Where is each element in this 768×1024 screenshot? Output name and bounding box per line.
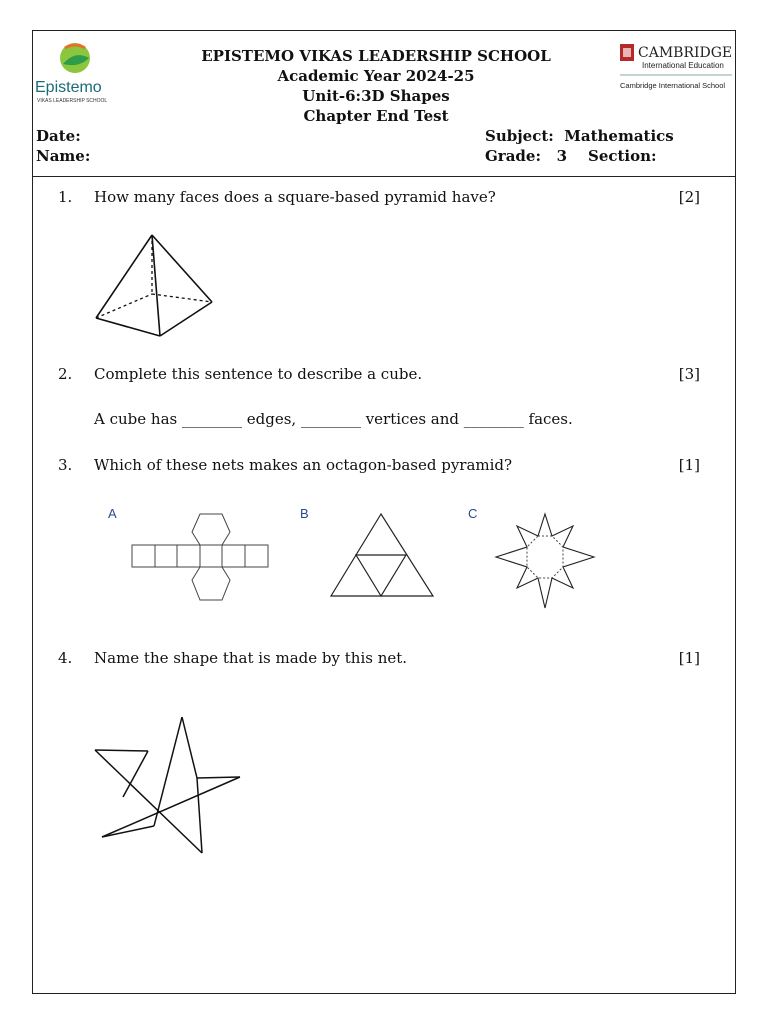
net-option-b: [294, 500, 444, 610]
subject-label: Subject: Mathematics: [485, 127, 674, 145]
question-2-number: 2.: [58, 365, 73, 383]
question-3-number: 3.: [58, 456, 73, 474]
option-b-label: B: [300, 506, 309, 521]
date-label: Date:: [36, 127, 81, 145]
header-divider: [32, 176, 736, 177]
pentagon-pyramid-net: [90, 710, 250, 860]
option-c-label: C: [468, 506, 478, 521]
octagon-star-net: [462, 500, 612, 615]
logo-right-title: CAMBRIDGE: [638, 45, 733, 61]
question-3-marks: [1]: [678, 456, 700, 474]
logo-left-name: Epistemo: [35, 79, 102, 96]
question-2-sentence: A cube has ________ edges, ________ vertices and ________ faces.: [94, 410, 573, 428]
grade-section-label: Grade: 3 Section:: [485, 147, 657, 165]
square-pyramid-figure: [90, 230, 220, 340]
question-1-text: How many faces does a square-based pyramid have?: [94, 188, 496, 206]
logo-right-footer: Cambridge International School: [620, 81, 726, 90]
question-1-number: 1.: [58, 188, 73, 206]
academic-year: Academic Year 2024-25: [277, 67, 475, 85]
epistemo-logo: [35, 40, 117, 104]
logo-left-sub: VIKAS LEADERSHIP SCHOOL: [37, 98, 108, 104]
net-option-a: [100, 500, 280, 610]
test-title: Chapter End Test: [303, 107, 449, 125]
question-3-text: Which of these nets makes an octagon-based pyramid?: [94, 456, 513, 474]
question-2-text: Complete this sentence to describe a cube.: [94, 365, 423, 383]
question-2-marks: [3]: [678, 365, 700, 383]
unit-title: Unit-6:3D Shapes: [302, 87, 450, 105]
cambridge-logo: [618, 42, 734, 92]
question-4-number: 4.: [58, 649, 73, 667]
option-a-label: A: [108, 506, 117, 521]
question-4-marks: [1]: [678, 649, 700, 667]
school-name: EPISTEMO VIKAS LEADERSHIP SCHOOL: [201, 47, 551, 65]
net-option-c: [462, 500, 612, 615]
name-label: Name:: [36, 147, 91, 165]
logo-right-sub: International Education: [642, 61, 724, 70]
question-1-marks: [2]: [678, 188, 700, 206]
question-4-text: Name the shape that is made by this net.: [94, 649, 408, 667]
